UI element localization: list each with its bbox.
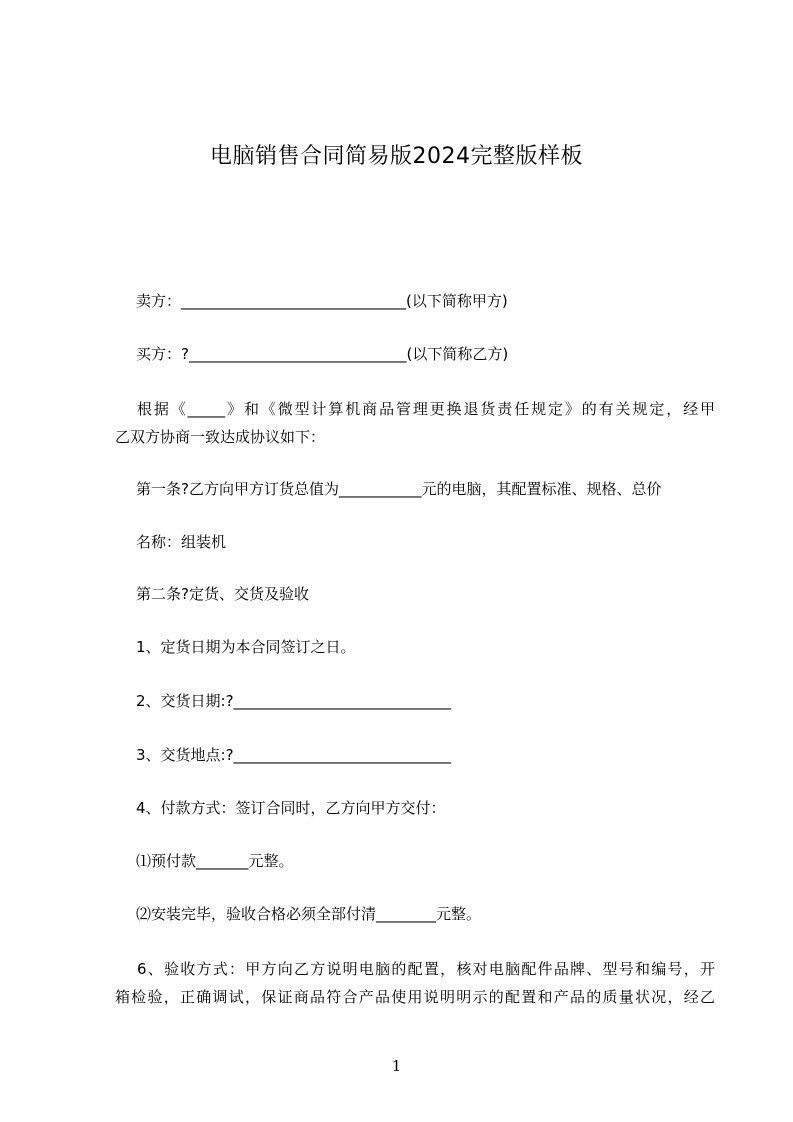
product-name: 名称：组装机 bbox=[136, 533, 227, 551]
buyer-line: 买方：?_____________________________(以下简称乙方) bbox=[136, 345, 509, 363]
item-1: 1、定货日期为本合同签订之日。 bbox=[136, 638, 356, 656]
sub-item-2-final-payment: ⑵安装完毕，验收合格必须全部付清________元整。 bbox=[136, 905, 482, 923]
page-title: 电脑销售合同简易版2024完整版样板 bbox=[210, 144, 583, 169]
seller-line: 卖方：______________________________(以下简称甲方) bbox=[136, 292, 508, 310]
item-2-delivery-date: 2、交货日期:?_____________________________ bbox=[136, 692, 452, 710]
item-6-line-1: 6、验收方式：甲方向乙方说明电脑的配置，核对电脑配件品牌、型号和编号，开 bbox=[137, 960, 715, 978]
item-3-delivery-place: 3、交货地点:?_____________________________ bbox=[136, 746, 452, 764]
item-6-acceptance-paragraph bbox=[115, 955, 715, 1011]
article-2-heading: 第二条?定货、交货及验收 bbox=[136, 585, 309, 603]
preamble-line-2: 乙双方协商一致达成协议如下： bbox=[115, 428, 326, 446]
item-6-line-2: 箱检验，正确调试，保证商品符合产品使用说明明示的配置和产品的质量状况，经乙 bbox=[115, 988, 715, 1006]
page-number: 1 bbox=[391, 1057, 402, 1075]
preamble-line-1: 根据《_____》和《微型计算机商品管理更换退货责任规定》的有关规定，经甲 bbox=[137, 400, 715, 418]
sub-item-1-prepayment: ⑴预付款_______元整。 bbox=[136, 852, 294, 870]
item-4-payment: 4、付款方式：签订合同时，乙方向甲方交付： bbox=[136, 799, 446, 817]
article-1: 第一条?乙方向甲方订货总值为___________元的电脑，其配置标准、规格、总价 bbox=[136, 480, 662, 498]
preamble-paragraph bbox=[115, 395, 715, 451]
